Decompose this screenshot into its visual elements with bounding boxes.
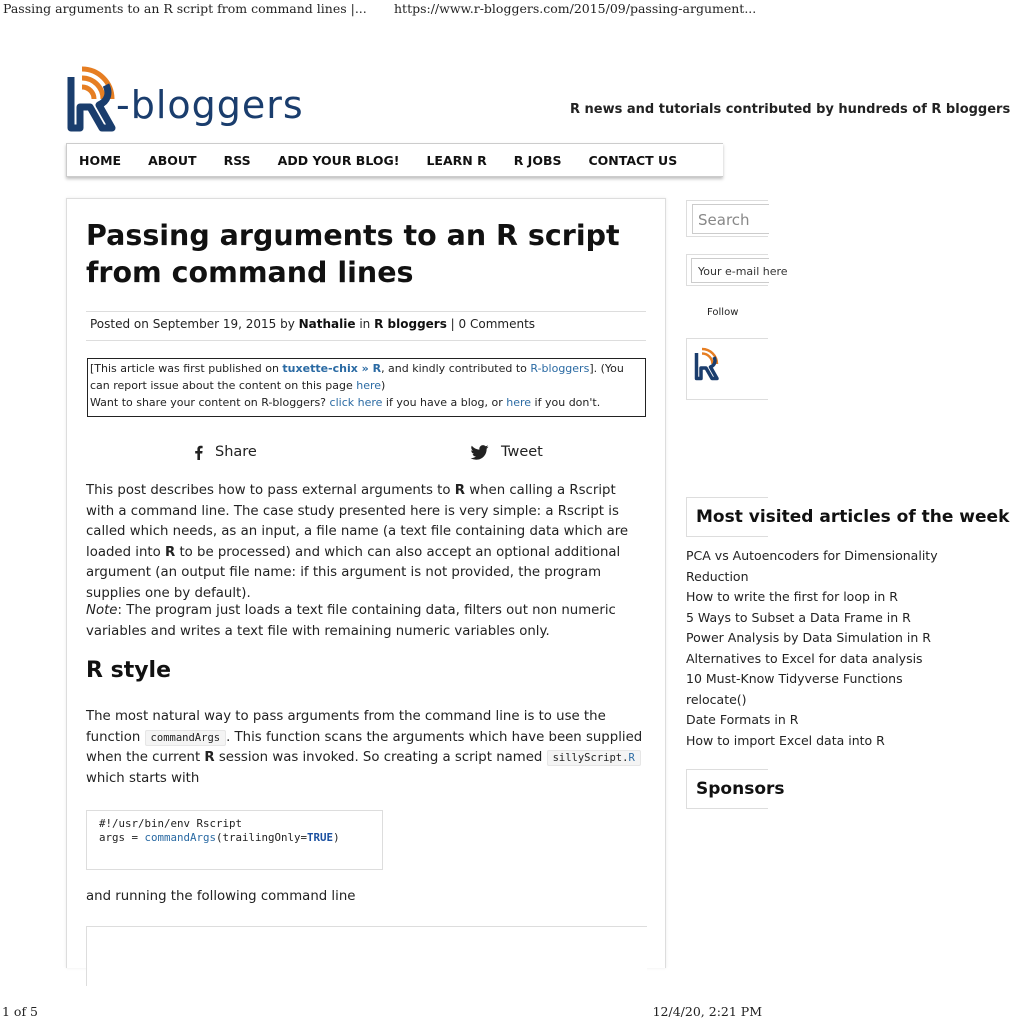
inline-code-commandargs: commandArgs (145, 730, 227, 746)
section-heading-r-style: R style (86, 658, 172, 683)
twitter-icon (470, 445, 489, 460)
intro-paragraph (86, 481, 646, 605)
meta-prefix: Posted on (90, 317, 153, 331)
rbloggers-link[interactable]: R-bloggers (530, 362, 590, 375)
post-category-link[interactable]: R bloggers (374, 317, 447, 331)
most-visited-item[interactable]: 10 Must-Know Tidyverse Functions (686, 671, 903, 686)
nav-item-rss[interactable]: RSS (223, 152, 251, 168)
meta-in: in (355, 317, 375, 331)
nav-item-add-your-blog[interactable]: ADD YOUR BLOG! (277, 152, 400, 168)
source-blog-link[interactable]: tuxette-chix » R (282, 362, 382, 375)
click-here-link[interactable]: click here (329, 396, 383, 409)
follow-label[interactable]: Follow (707, 307, 739, 318)
code-line-2-b: (trailingOnly= (216, 831, 308, 844)
print-header (0, 0, 768, 22)
print-footer (0, 1002, 768, 1024)
intro-r-2: R (164, 544, 176, 560)
email-input[interactable]: Your e-mail here (691, 258, 769, 283)
search-input[interactable]: Search (692, 204, 769, 234)
code-line-2 (99, 831, 370, 845)
code-fn: commandArgs (144, 831, 217, 844)
site (0, 22, 1010, 962)
note-paragraph (86, 601, 646, 642)
notice-text-3: ]. (You can report issue about the content on this page (90, 362, 624, 392)
post-author-link[interactable]: Nathalie (298, 317, 356, 331)
notice-text-1: [This article was first published on (90, 362, 283, 375)
notice-text-4: ) (381, 379, 386, 392)
print-page-title: Passing arguments to an R script from command lines |... (3, 1, 367, 16)
intro-text-c: to be processed) and which can also accept an optional additional argument (an output file name: if this argument is not provided, the program supplies one by default). (86, 544, 621, 601)
nav-item-about[interactable]: ABOUT (148, 152, 197, 168)
notice-text-7: if you don't. (531, 396, 601, 409)
meta-divider-top (86, 311, 646, 312)
post-date: September 19, 2015 (152, 317, 277, 331)
print-datetime: 12/4/20, 2:21 PM (652, 1004, 762, 1019)
most-visited-list (686, 546, 938, 751)
after-code-paragraph: and running the following command line (86, 889, 356, 904)
rstyle-text-c: session was invoked. So creating a script named (214, 750, 547, 766)
intro-r-1: R (454, 483, 465, 498)
script-name-base: sillyScript. (552, 752, 629, 765)
code-keyword: TRUE (307, 831, 334, 844)
intro-text-b: when calling a Rscript with a command line. The case study presented here is very simple: a Rscript is called which needs, as an input, a file name (a text file containing data which are loaded into (86, 483, 629, 560)
code-line-2-a: args = (99, 831, 145, 844)
code-line-1: #!/usr/bin/env Rscript (99, 817, 243, 830)
sponsors-heading: Sponsors (686, 769, 768, 809)
most-visited-item[interactable]: Alternatives to Excel for data analysis (686, 650, 923, 666)
code-line-2-c: ) (333, 831, 340, 844)
most-visited-item[interactable]: relocate() (686, 691, 747, 707)
republish-notice (87, 358, 646, 417)
tweet-label: Tweet (501, 444, 543, 460)
nav-item-contact-us[interactable]: CONTACT US (588, 152, 678, 168)
rstyle-text-d: which starts with (86, 770, 200, 786)
most-visited-item[interactable]: 5 Ways to Subset a Data Frame in R (686, 609, 911, 625)
main-nav (66, 143, 723, 177)
rstyle-paragraph (86, 707, 646, 789)
meta-separator: | (446, 317, 459, 331)
meta-by: by (276, 317, 299, 331)
nav-item-r-jobs[interactable]: R JOBS (513, 152, 562, 168)
note-text: : The program just loads a text file containing data, filters out non numeric variables and writes a text file with remaining numeric variables only. (86, 603, 616, 639)
share-label: Share (215, 444, 257, 460)
sidebar-email-widget (686, 254, 788, 286)
print-page-url: https://www.r-bloggers.com/2015/09/passing-argument... (394, 1, 757, 16)
rstyle-text-b: . This function scans the arguments which have been supplied when the current (86, 729, 643, 766)
most-visited-item[interactable]: Reduction (686, 568, 749, 584)
notice-text-2: , and kindly contributed to (381, 362, 531, 375)
nav-item-learn-r[interactable]: LEARN R (426, 152, 487, 168)
most-visited-item[interactable]: Date Formats in R (686, 712, 799, 727)
most-visited-item[interactable]: How to import Excel data into R (686, 732, 885, 748)
post-meta (90, 317, 535, 331)
nav-item-home[interactable]: HOME (79, 152, 122, 168)
sidebar-search-widget (686, 200, 768, 237)
facebook-icon (194, 445, 203, 460)
here-link[interactable]: here (506, 396, 532, 409)
inline-code-script-name (547, 750, 641, 766)
rbloggers-mini-logo-icon (693, 343, 727, 383)
logo-text: -bloggers (116, 83, 304, 127)
code-block-2 (86, 926, 647, 986)
twitter-tweet-button[interactable] (470, 444, 543, 460)
facebook-page-widget[interactable] (686, 338, 768, 400)
print-page-number: 1 of 5 (2, 1004, 39, 1019)
site-logo[interactable] (68, 57, 358, 137)
rstyle-r: R (204, 750, 215, 766)
post-comments-link[interactable]: 0 Comments (458, 317, 536, 331)
note-label: Note (86, 603, 118, 618)
report-here-link[interactable]: here (356, 379, 382, 392)
share-row (86, 444, 646, 468)
most-visited-heading: Most visited articles of the week (686, 497, 768, 537)
code-block (86, 810, 383, 870)
most-visited-item[interactable]: How to write the first for loop in R (686, 589, 898, 604)
notice-text-6: if you have a blog, or (382, 396, 507, 409)
most-visited-item[interactable]: PCA vs Autoencoders for Dimensionality (686, 548, 938, 563)
rstyle-text-a: The most natural way to pass arguments from the command line is to use the function (86, 709, 606, 745)
meta-divider-bottom (86, 340, 646, 341)
notice-text-5: Want to share your content on R-bloggers? (90, 396, 330, 409)
intro-text-a: This post describes how to pass external arguments to (86, 483, 455, 498)
most-visited-item[interactable]: Power Analysis by Data Simulation in R (686, 630, 931, 645)
post-title: Passing arguments to an R script from command lines (86, 219, 620, 289)
script-name-ext: R (628, 752, 635, 765)
facebook-share-button[interactable] (194, 444, 257, 460)
site-tagline: R news and tutorials contributed by hundreds of R bloggers (570, 102, 1010, 117)
